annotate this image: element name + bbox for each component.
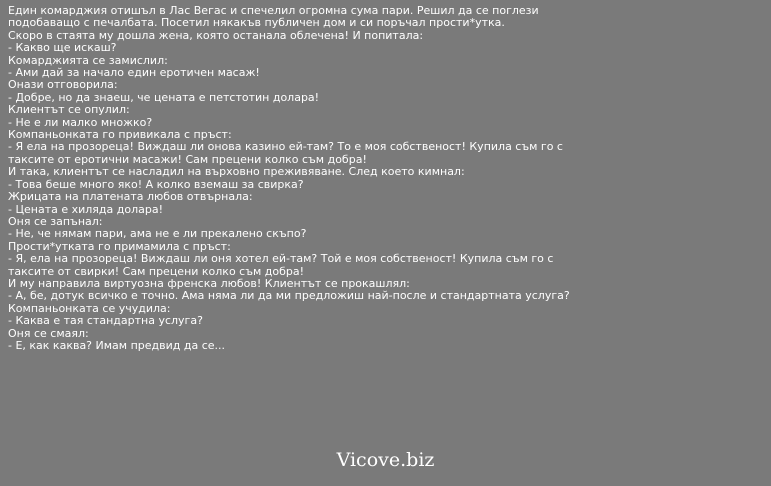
text-line: таксите от свирки! Сам прецени колко съм добра! xyxy=(8,264,305,278)
text-line: - Не, че нямам пари, ама не е ли прекалено скъпо? xyxy=(8,227,307,241)
text-line: - Цената е хиляда долара! xyxy=(8,202,164,216)
text-line: - Какво ще искаш? xyxy=(8,41,117,55)
text-line: - Каква е тая стандартна услуга? xyxy=(8,314,203,328)
text-line: Скоро в стаята му дошла жена, която останала облечена! И попитала: xyxy=(8,28,424,42)
text-line: Компаньонката се учудила: xyxy=(8,301,171,315)
text-line: - Не е ли малко множко? xyxy=(8,115,153,129)
text-line: Прости*утката го примамила с пръст: xyxy=(8,239,231,253)
text-line: Оня се запънал: xyxy=(8,214,103,228)
text-line: Един комарджия отишъл в Лас Вегас и спечелил огромна сума пари. Решил да се поглези xyxy=(8,4,539,17)
text-line: Жрицата на платената любов отвърнала: xyxy=(8,190,253,204)
joke-text xyxy=(8,5,768,352)
text-line: - Я ела на прозореца! Виждаш ли онова казино ей-там? То е моя собственост! Купила съм го с xyxy=(8,140,563,154)
text-line: - Е, как каква? Имам предвид да се... xyxy=(8,338,226,352)
text-line: Компаньонката го привикала с пръст: xyxy=(8,128,232,142)
text-line: - Добре, но да знаеш, че цената е петстотин долара! xyxy=(8,90,320,104)
text-line: Онази отговорила: xyxy=(8,78,118,92)
text-line: - Това беше много яко! А колко вземаш за свирка? xyxy=(8,177,304,191)
text-line: И му направила виртуозна френска любов! Клиентът се прокашлял: xyxy=(8,276,410,290)
text-line: - Я, ела на прозореца! Виждаш ли оня хотел ей-там? Той е моя собственост! Купила съм го с xyxy=(8,252,554,266)
text-line: - Ами дай за начало един еротичен масаж! xyxy=(8,66,260,80)
text-line: Оня се смаял: xyxy=(8,326,89,340)
site-watermark: Vicove.biz xyxy=(336,449,435,471)
text-line: таксите от еротични масажи! Сам прецени колко съм добра! xyxy=(8,152,367,166)
text-line: подобаващо с печалбата. Посетил някакъв публичен дом и си поръчал прости*утка. xyxy=(8,16,505,30)
text-line: Комарджията се замислил: xyxy=(8,53,168,67)
text-line: Клиентът се опулил: xyxy=(8,103,130,117)
text-line: И така, клиентът се насладил на върховно преживяване. След което кимнал: xyxy=(8,165,465,179)
text-line: - А, бе, дотук всичко е точно. Ама няма ли да ми предложиш най-после и стандартната услуга? xyxy=(8,289,570,303)
